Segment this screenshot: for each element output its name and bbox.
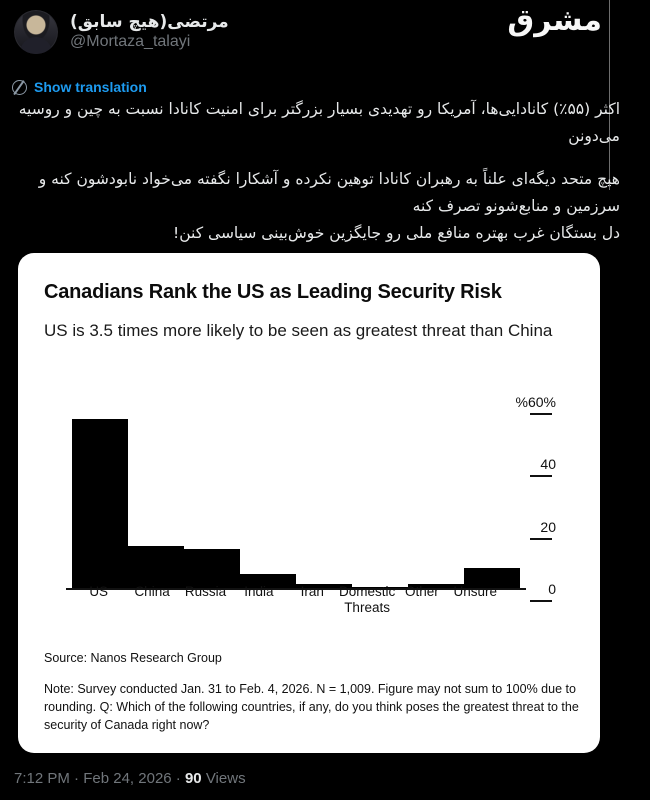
x-axis-tick-label: Iran <box>300 584 324 599</box>
bar-column <box>408 403 464 590</box>
views-count: 90 <box>184 770 202 787</box>
y-axis-tick-label: 40 <box>510 456 556 477</box>
tweet-paragraph-2: هیچ متحد دیگه‌ای علناً به رهبران کانادا توهین نکرده و آشکارا نگفته می‌خواد نابودشون کنه و سرزمین و منابع‌شونو تصرف کنه <box>38 170 620 215</box>
y-axis-tick-mark <box>530 475 552 477</box>
x-axis-tick-label: Russia <box>184 584 227 599</box>
bar-column <box>240 403 296 590</box>
bar-series <box>72 403 502 590</box>
chart-note: Note: Survey conducted Jan. 31 to Feb. 4, 2026. N = 1,009. Figure may not sum to 100% due to rounding. Q: Which of the following countries, if any, do you think poses the greatest threat to the security of Canada right now? <box>44 682 579 732</box>
tweet-text <box>8 96 620 246</box>
tweet-date: Feb 24, 2026 <box>83 770 172 787</box>
y-axis-tick-label: %60% <box>510 394 556 415</box>
bar-column <box>296 403 352 590</box>
views-label: Views <box>205 770 246 787</box>
tweet-paragraph-1: اکثر (۵۵٪) کانادایی‌ها، آمریکا رو تهدیدی بسیار بزرگتر برای امنیت کانادا نسبت به چین و روسیه می‌دونن <box>18 100 620 145</box>
avatar[interactable] <box>14 10 58 54</box>
show-translation-button[interactable] <box>12 79 147 95</box>
x-axis-tick-label: India <box>244 584 274 599</box>
y-axis-tick-mark <box>530 413 552 415</box>
footer-separator-2: · <box>175 770 181 787</box>
plot-area <box>72 403 502 590</box>
chart-title: Canadians Rank the US as Leading Security Risk <box>44 281 502 303</box>
show-translation-label: Show translation <box>34 79 147 95</box>
y-axis-tick-mark <box>530 538 552 540</box>
bar-column <box>128 403 184 590</box>
bar-column <box>184 403 240 590</box>
y-axis-tick-label: 0 <box>510 581 556 602</box>
x-axis-tick-label: Domestic Threats <box>338 584 396 615</box>
author-display-name[interactable]: مرتضی(هیچ سابق) <box>70 12 229 33</box>
x-axis-tick-label: Unsure <box>453 584 498 599</box>
tweet-paragraph-3: دل بستگان غرب بهتره منافع ملی رو جایگزین خوش‌بینی سیاسی کنن! <box>173 223 620 242</box>
chart-card[interactable] <box>18 253 600 753</box>
bar <box>72 419 128 590</box>
author-name-block <box>70 13 229 51</box>
x-axis-tick-label: US <box>89 584 109 599</box>
y-axis-tick-label: 20 <box>510 519 556 540</box>
paragraph-spacer <box>8 149 620 166</box>
y-axis-labels <box>508 391 574 606</box>
translate-icon <box>12 80 27 95</box>
x-axis-tick-label: Other <box>405 584 439 599</box>
tweet-footer <box>14 770 246 787</box>
bar-column <box>352 403 408 590</box>
bar-column <box>72 403 128 590</box>
author-handle[interactable]: @Mortaza_talayi <box>70 32 191 50</box>
bar-chart <box>44 394 574 618</box>
x-axis-labels <box>72 580 502 620</box>
x-axis-tick-label: China <box>134 584 170 599</box>
chart-subtitle: US is 3.5 times more likely to be seen as greatest threat than China <box>44 321 553 340</box>
y-axis-tick-mark <box>530 600 552 602</box>
mashregh-logo: مشرق <box>507 3 602 38</box>
tweet-time: 7:12 PM <box>14 770 70 787</box>
footer-separator-1: · <box>74 770 80 787</box>
tweet-header <box>14 10 229 54</box>
chart-source: Source: Nanos Research Group <box>44 651 222 665</box>
